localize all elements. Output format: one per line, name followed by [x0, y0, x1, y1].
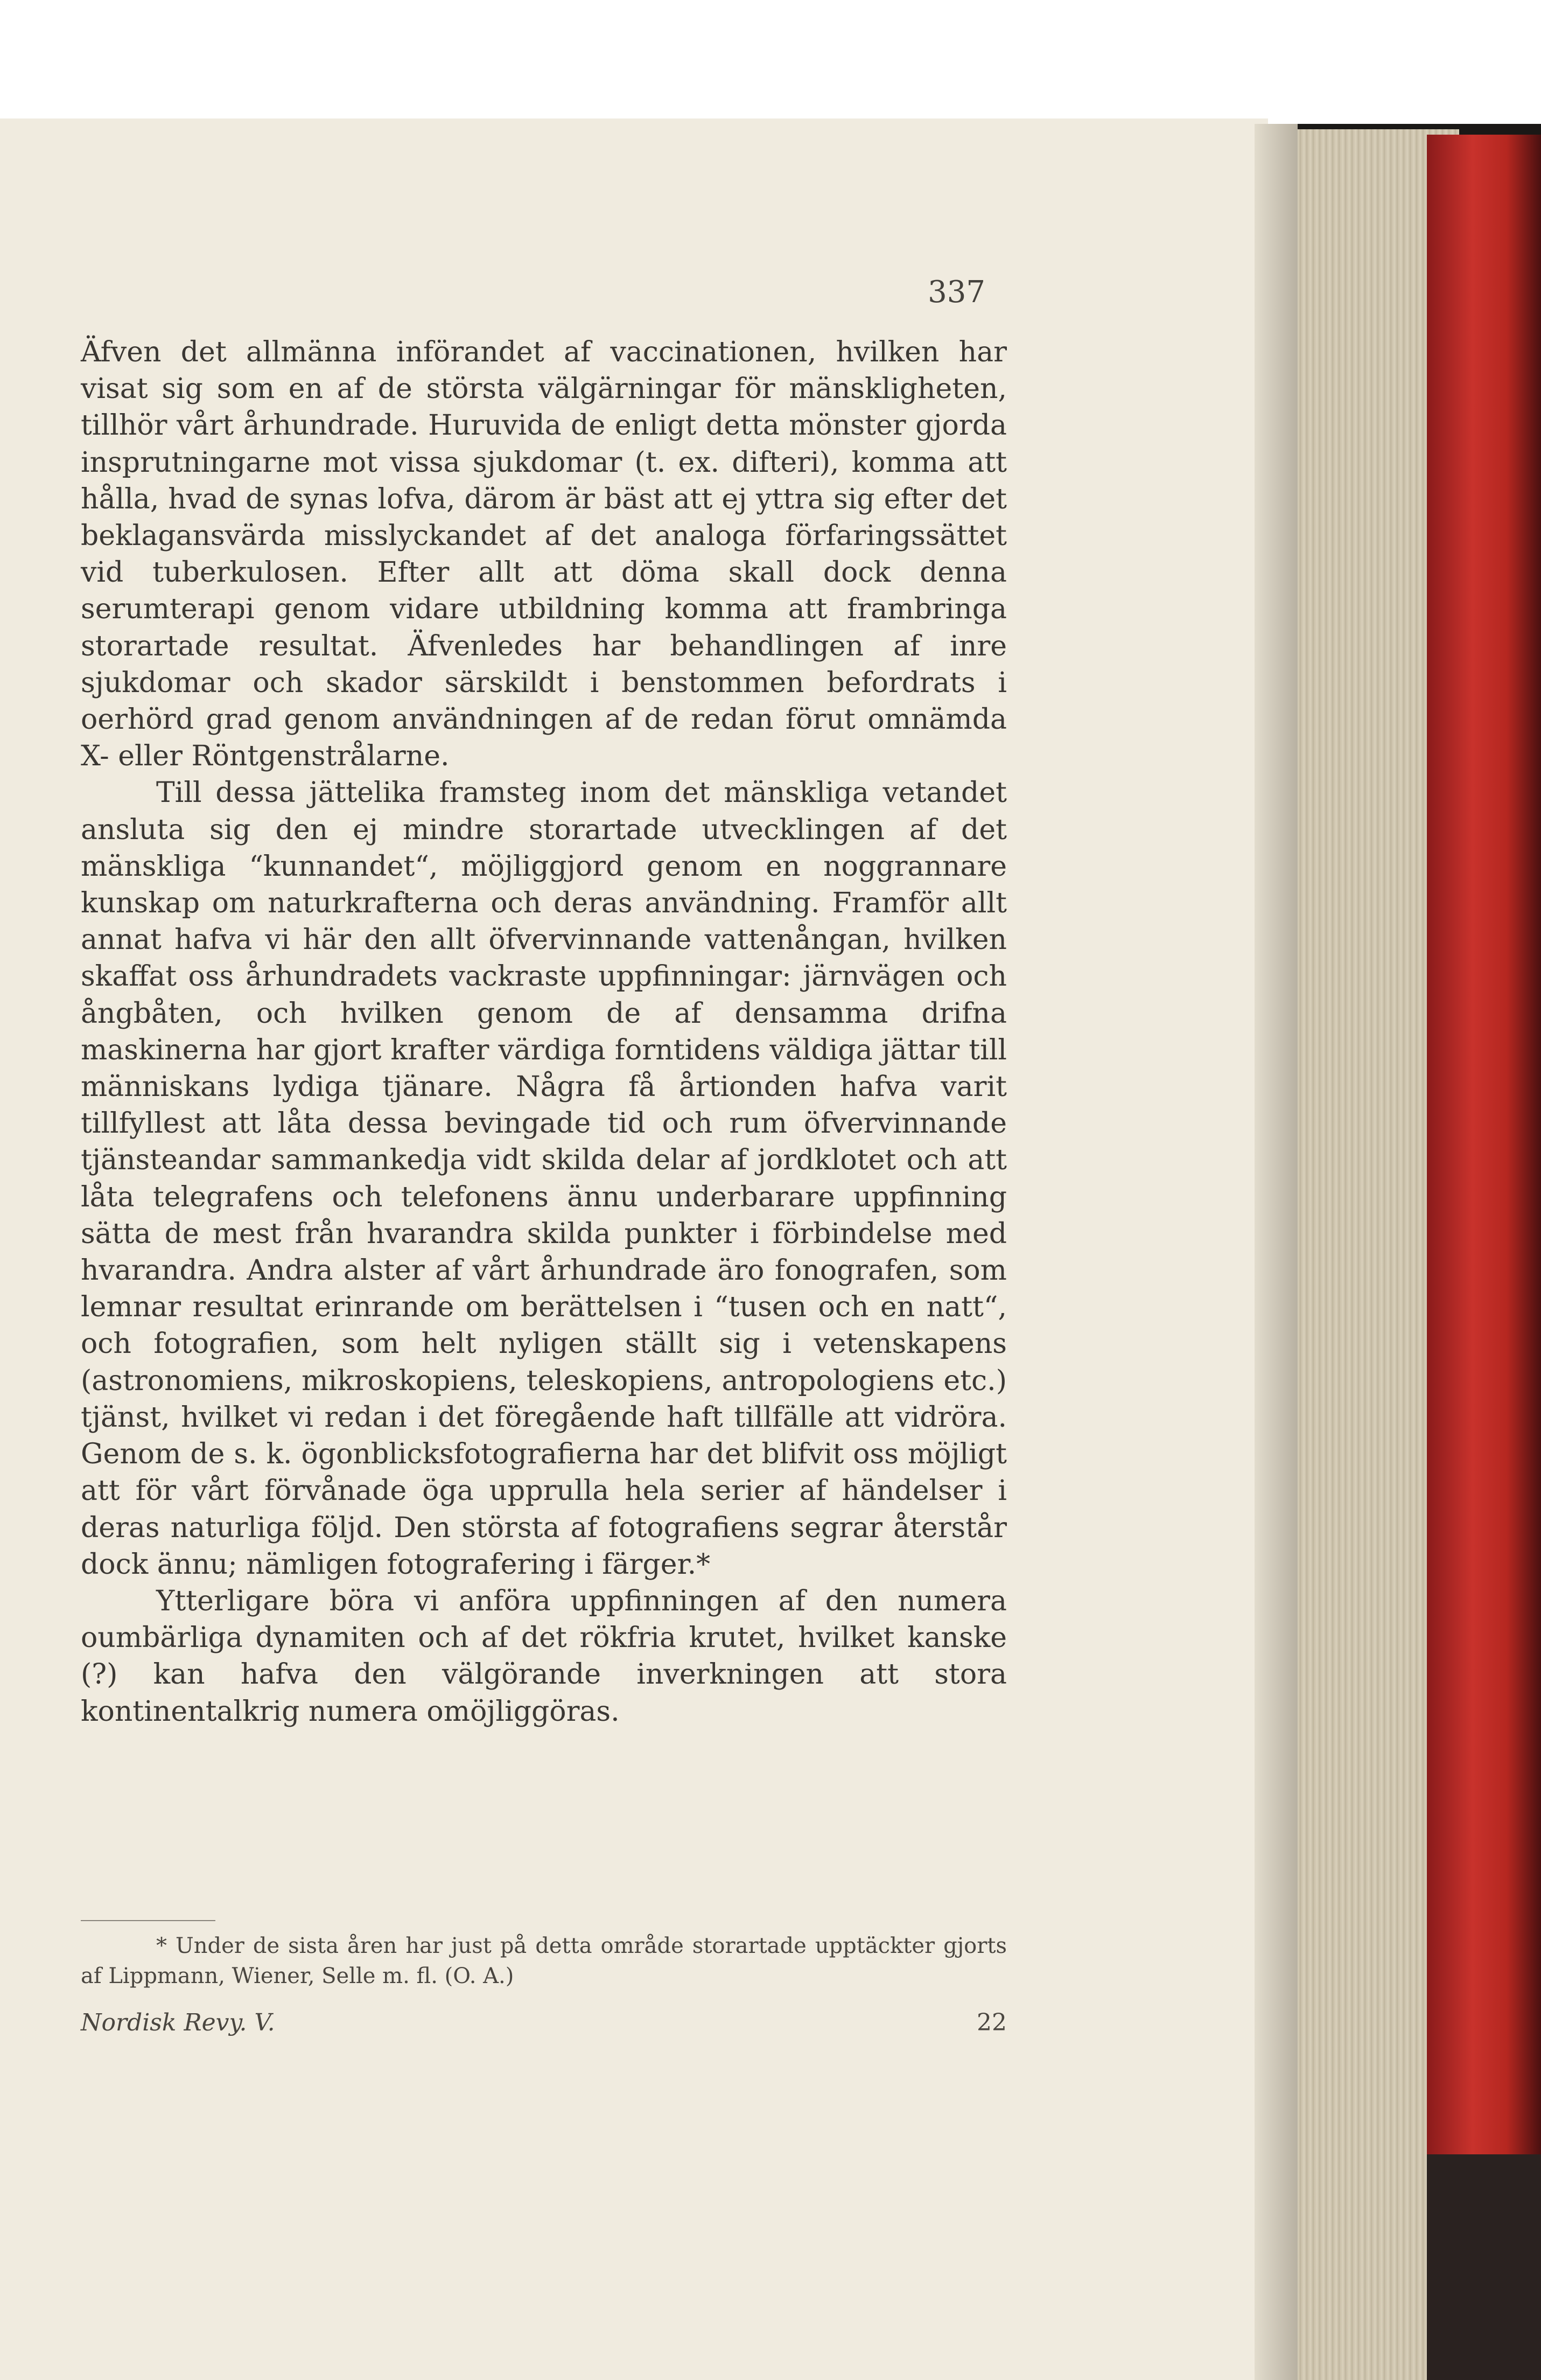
paragraph: Ytterligare böra vi anföra uppfinningen af den numera oumbärliga dynamiten och af det rökfria krutet, hvilket kanske (?) kan hafva den välgörande inverkningen att stora kontinentalkrig numera omöjliggöras.: [81, 1585, 1007, 1728]
paragraph: Till dessa jättelika framsteg inom det mänskliga vetandet ansluta sig den ej mindre storartade utvecklingen af det mänskliga “kunnandet“, möjliggjord genom en noggrannare kunskap om naturkrafterna och deras användning. Framför allt annat hafva vi här den allt öfvervinnande vattenångan, hvilken skaffat oss århundradets vackraste uppfinningar: järnvägen och ångbåten, och hvilken genom de af densamma drifna maskinerna har gjort krafter värdiga forntidens väldiga jättar till människans lydiga tjänare. Några få årtionden hafva varit tillfyllest att låta dessa bevingade tid och rum öfvervinnande tjänsteandar sammankedja vidt skilda delar af jordklotet och att låta telegrafens och telefonens ännu underbarare uppfinning sätta de mest från hvarandra skilda punkter i förbindelse med hvarandra. Andra alster af vårt århundrade äro fonografen, som lemnar resultat erinrande om berättelsen i “tusen och en natt“, och fotografien, som helt nyligen ställt sig i vetenskapens (astronomiens, mikroskopiens, teleskopiens, antropologiens etc.) tjänst, hvilket vi redan i det föregående haft tillfälle att vidröra. Genom de s. k. ögonblicksfotografierna har det blifvit oss möjligt att för vårt förvånade öga upprulla hela serier af händelser i deras naturliga följd. Den största af fotografiens segrar återstår dock ännu; nämligen fotografering i färger.*: [81, 777, 1007, 1581]
journal-signature: Nordisk Revy. V.: [81, 2009, 275, 2036]
paragraph: Äfven det allmänna införandet af vaccinationen, hvilken har visat sig som en af de största välgärningar för mänskligheten, tillhör vårt århundrade. Huruvida de enligt detta mönster gjorda insprutningarne mot vissa sjukdomar (t. ex. difteri), komma att hålla, hvad de synas lofva, därom är bäst att ej yttra sig efter det beklagansvärda misslyckandet af det analoga förfaringssättet vid tuberkulosen. Efter allt att döma skall dock denna serumterapi genom vidare utbildning komma att frambringa storartade resultat. Äfvenledes har behandlingen af inre sjukdomar och skador särskildt i benstommen befordrats i oerhörd grad genom användningen af de redan förut omnämda X- eller Röntgenstrålarne.: [81, 336, 1007, 773]
footnote-rule: [81, 1920, 215, 1921]
page-number: 337: [928, 275, 985, 310]
scan-top-margin: [0, 0, 1541, 124]
book-binding: [1427, 135, 1541, 2154]
book-binding-shadow: [1427, 2154, 1541, 2380]
footnote: [81, 1931, 1007, 1991]
body-text: [81, 334, 1007, 1730]
footnote-text: * Under de sista åren har just på detta område storartade upptäckter gjorts af Lippmann, Wiener, Selle m. fl. (O. A.): [81, 1934, 1007, 1988]
sheet-signature: 22: [977, 2009, 1007, 2036]
signature-line: [81, 2009, 1007, 2036]
page-gutter-shadow: [1255, 124, 1298, 2380]
